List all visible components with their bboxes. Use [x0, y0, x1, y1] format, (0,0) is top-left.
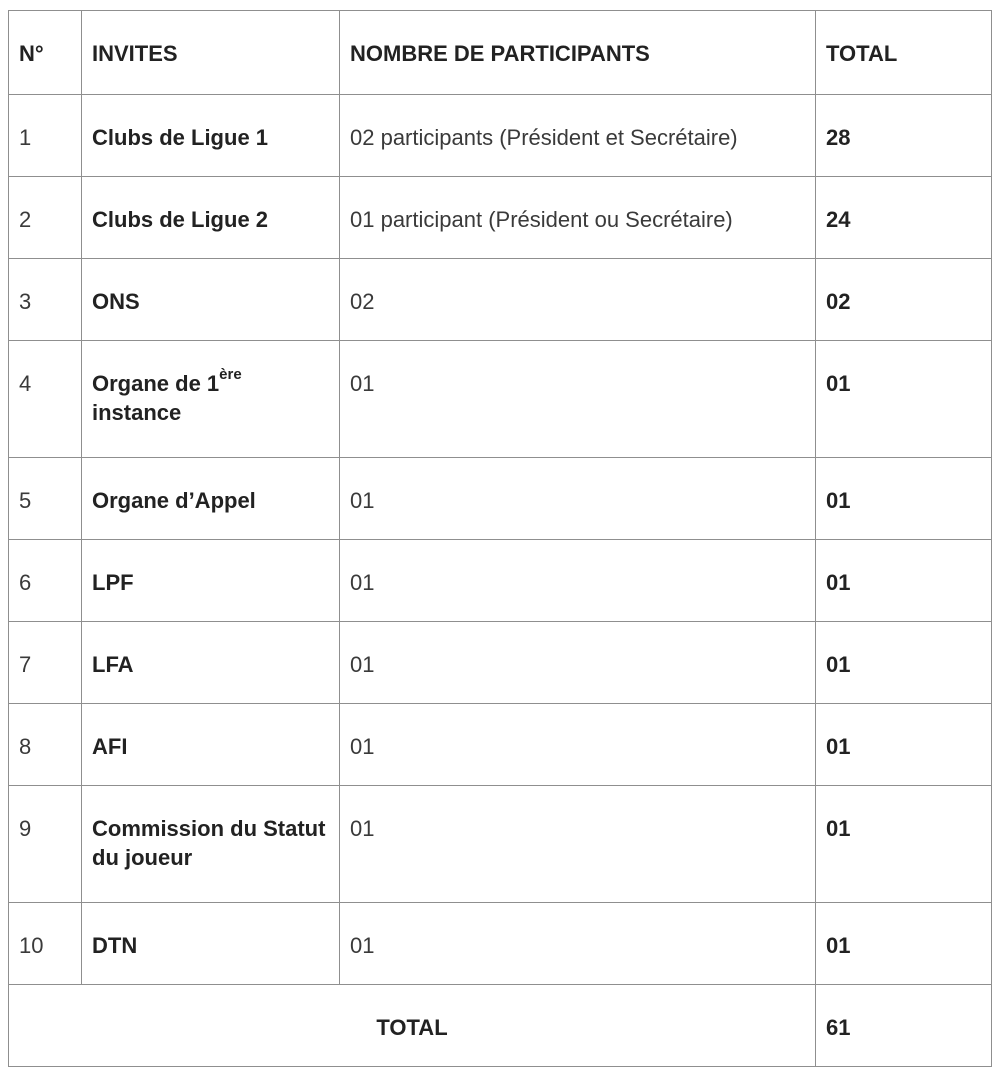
header-total: TOTAL: [816, 11, 992, 95]
header-invites: INVITES: [82, 11, 340, 95]
table-row: [9, 341, 992, 458]
row-num: 5: [9, 458, 82, 540]
row-invite: Commission du Statut du joueur: [82, 786, 340, 903]
row-invite: ONS: [82, 259, 340, 341]
row-invite: LFA: [82, 622, 340, 704]
table-row: [9, 903, 992, 985]
table-row: [9, 786, 992, 903]
row-total: 01: [816, 458, 992, 540]
table-row: [9, 95, 992, 177]
row-num: 3: [9, 259, 82, 341]
row-num: 9: [9, 786, 82, 903]
row-nombre: 02: [340, 259, 816, 341]
row-num: 1: [9, 95, 82, 177]
header-row: [9, 11, 992, 95]
row-nombre: 01: [340, 540, 816, 622]
row-total: 01: [816, 903, 992, 985]
row-total: 01: [816, 786, 992, 903]
row-invite-part1: Organe de 1: [92, 371, 220, 396]
row-num: 8: [9, 704, 82, 786]
header-nombre-participants: NOMBRE DE PARTICIPANTS: [340, 11, 816, 95]
row-nombre: 01: [340, 903, 816, 985]
row-total: 01: [816, 341, 992, 458]
row-num: 4: [9, 341, 82, 458]
row-total: 01: [816, 622, 992, 704]
table-row: [9, 177, 992, 259]
row-invite: [82, 341, 340, 458]
row-num: 7: [9, 622, 82, 704]
row-num: 2: [9, 177, 82, 259]
row-num: 10: [9, 903, 82, 985]
total-row: [9, 985, 992, 1067]
row-invite-superscript: ère: [219, 365, 242, 383]
header-num: N°: [9, 11, 82, 95]
row-invite: LPF: [82, 540, 340, 622]
row-invite-part2: instance: [92, 400, 182, 425]
total-label: TOTAL: [9, 985, 816, 1067]
row-total: 24: [816, 177, 992, 259]
row-invite: DTN: [82, 903, 340, 985]
row-nombre: 01: [340, 341, 816, 458]
row-nombre: 01 participant (Président ou Secrétaire): [340, 177, 816, 259]
table-row: [9, 540, 992, 622]
row-nombre: 01: [340, 704, 816, 786]
row-nombre: 02 participants (Président et Secrétaire): [340, 95, 816, 177]
table-row: [9, 259, 992, 341]
row-total: 01: [816, 704, 992, 786]
row-total: 01: [816, 540, 992, 622]
row-nombre: 01: [340, 622, 816, 704]
row-nombre: 01: [340, 786, 816, 903]
row-total: 02: [816, 259, 992, 341]
row-total: 28: [816, 95, 992, 177]
row-invite: AFI: [82, 704, 340, 786]
table-row: [9, 458, 992, 540]
table-row: [9, 622, 992, 704]
participants-table: [8, 10, 992, 1067]
table-row: [9, 704, 992, 786]
total-value: 61: [816, 985, 992, 1067]
row-nombre: 01: [340, 458, 816, 540]
row-invite: Clubs de Ligue 1: [82, 95, 340, 177]
row-invite: Organe d’Appel: [82, 458, 340, 540]
row-num: 6: [9, 540, 82, 622]
row-invite: Clubs de Ligue 2: [82, 177, 340, 259]
